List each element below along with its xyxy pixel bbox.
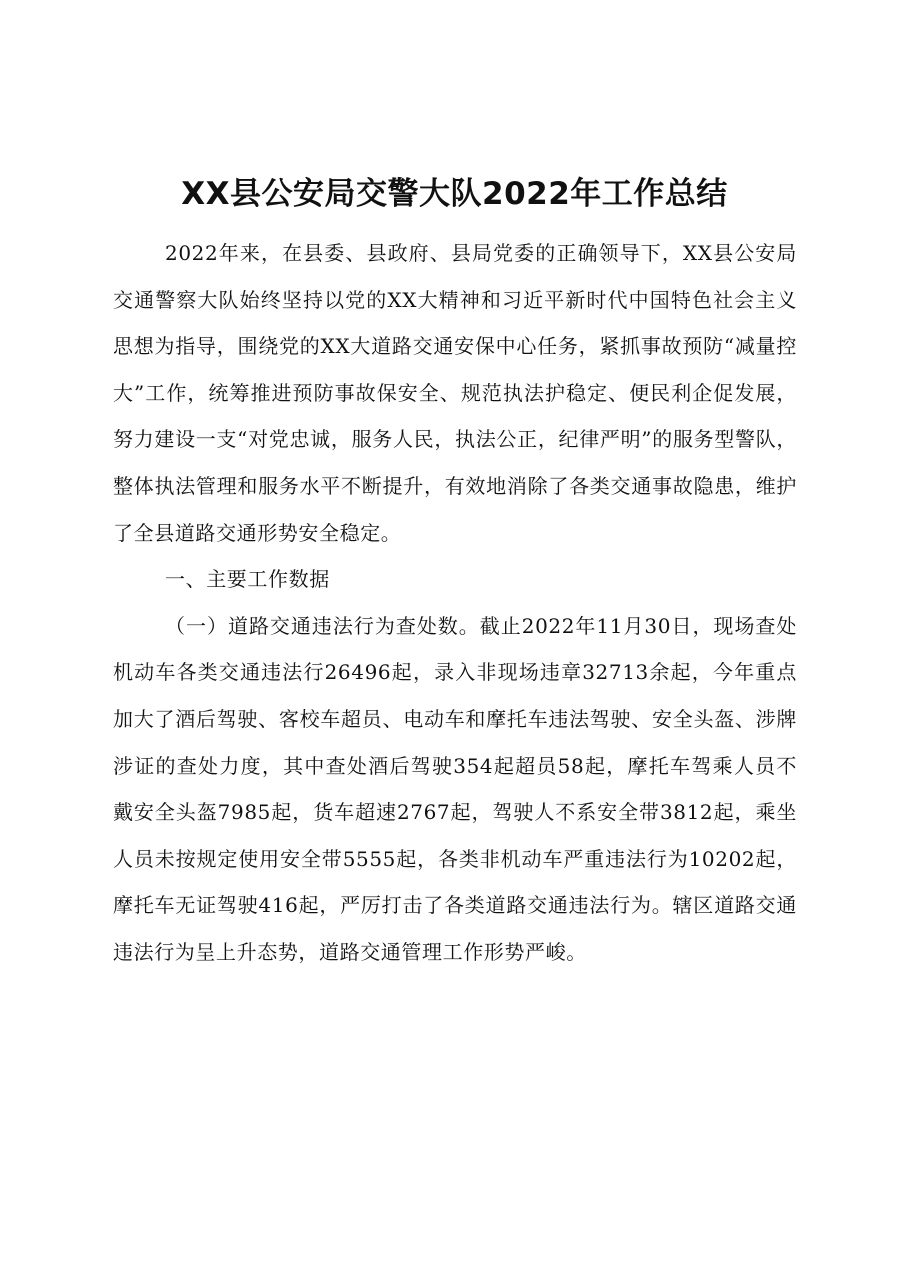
- section-heading: 一、主要工作数据: [165, 567, 330, 592]
- data-paragraph: （一）道路交通违法行为查处数。截止2022年11月30日，现场查处机动车各类交通违法行26496起，录入非现场违章32713余起，今年重点加大了酒后驾驶、客校车超员、电动车和摩托车违法驾驶、安全头盔、涉牌涉证的查处力度，其中查处酒后驾驶354起超员58起，摩托车驾乘人员不戴安全头盔7985起，货车超速2767起，驾驶人不系安全带3812起，乘坐人员未按规定使用安全带5555起，各类非机动车严重违法行为10202起，摩托车无证驾驶416起，严厉打击了各类道路交通违法行为。辖区道路交通违法行为呈上升态势，道路交通管理工作形势严峻。: [113, 613, 797, 964]
- document-title: XX县公安局交警大队2022年工作总结: [181, 176, 728, 212]
- intro-paragraph: 2022年来，在县委、县政府、县局党委的正确领导下，XX县公安局交通警察大队始终坚持以党的XX大精神和习近平新时代中国特色社会主义思想为指导，围绕党的XX大道路交通安保中心任务，紧抓事故预防“减量控大”工作，统筹推进预防事故保安全、规范执法护稳定、便民利企促发展，努力建设一支“对党忠诚，服务人民，执法公正，纪律严明”的服务型警队，整体执法管理和服务水平不断提升，有效地消除了各类交通事故隐患，维护了全县道路交通形势安全稳定。: [113, 241, 797, 545]
- document-body: [113, 230, 797, 976]
